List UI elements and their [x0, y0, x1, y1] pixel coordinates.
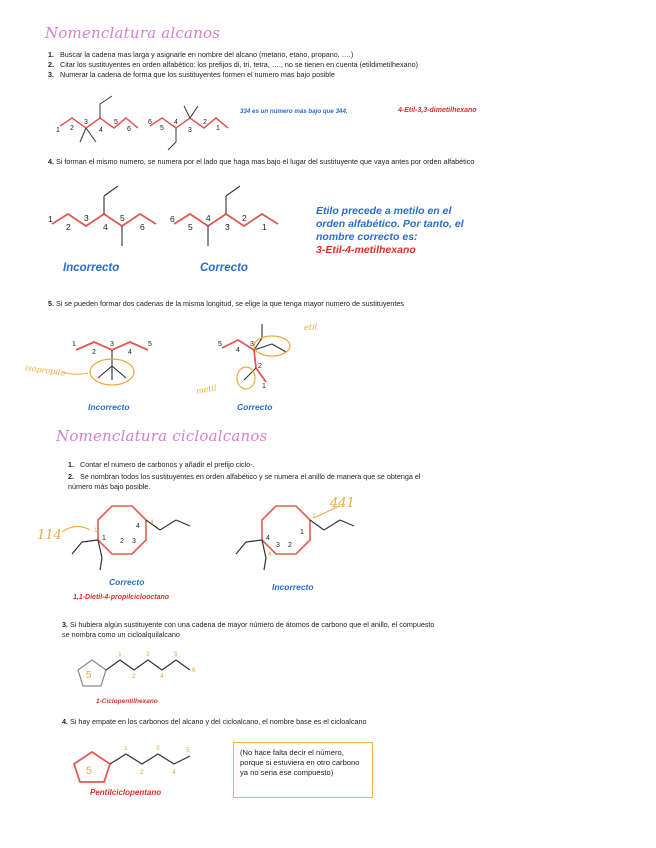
rule-number: 1. [68, 460, 74, 469]
svg-text:3: 3 [84, 213, 89, 223]
rule3-compound-name: 4-Etil-3,3-dimetilhexano [398, 107, 477, 114]
highlight-etil [254, 336, 290, 356]
rule-text: Se nombran todos los sustituyentes en orden alfabético y se numera el anillo de manera que se obtenga el número más bajo posible. [68, 472, 421, 491]
molecule-rule3-right-numbers [148, 119, 220, 134]
svg-text:1: 1 [262, 222, 267, 232]
handwritten-etil: etil [304, 323, 318, 332]
rule5-correct-label: Correcto [237, 402, 273, 412]
svg-text:6: 6 [192, 667, 196, 674]
rule4-incorrect-label: Incorrecto [63, 262, 120, 274]
svg-text:1: 1 [216, 125, 220, 132]
svg-text:2: 2 [140, 769, 144, 776]
molecule-rule4-correct-numbers [170, 213, 267, 232]
svg-text:5: 5 [148, 341, 152, 348]
svg-text:3: 3 [250, 341, 254, 348]
ring-label: 5 [86, 765, 93, 777]
svg-text:5: 5 [174, 651, 178, 658]
rule-text: Numerar la cadena de forma que los sustituyentes formen el numero mas bajo posible [60, 70, 335, 79]
cicloalcanos-title: Nomenclatura cicloalcanos [56, 427, 268, 445]
svg-text:1: 1 [312, 513, 316, 520]
rule-number: 4. [62, 717, 68, 726]
svg-text:2: 2 [288, 542, 292, 549]
rule4-compound-name: 3-Etil-4-metilhexano [316, 244, 416, 256]
svg-text:1: 1 [72, 341, 76, 348]
svg-text:3: 3 [276, 542, 280, 549]
ciclo-rule3-name: 1-Ciclopentilhexano [96, 698, 158, 705]
svg-text:4: 4 [160, 673, 164, 680]
svg-text:2: 2 [203, 119, 207, 126]
alcanos-title: Nomenclatura alcanos [45, 24, 221, 42]
svg-text:6: 6 [170, 214, 175, 224]
svg-text:6: 6 [148, 119, 152, 126]
handwritten-metil: metil [195, 383, 218, 396]
rule-text: Si forman el mismo numero, se numera por el lado que haga mas bajo el lugar del sustituyente que vaya antes por orden alfabético [56, 157, 475, 166]
molecule-rule4-incorrect [52, 186, 156, 246]
rule-number: 5. [48, 299, 54, 308]
rule-number: 3. [48, 70, 54, 79]
svg-text:2: 2 [92, 349, 96, 356]
ciclo-incorrect-label: Incorrecto [272, 582, 314, 592]
svg-text:3: 3 [132, 538, 136, 545]
svg-text:5: 5 [188, 222, 193, 232]
handwritten-isopropilo: isopropilo [24, 363, 66, 378]
molecule-rule4-incorrect-numbers [48, 213, 145, 232]
rule-number: 4. [48, 157, 54, 166]
ciclo-correct-label: Correcto [109, 577, 145, 587]
rule-text: Si hubiera algún sustituyente con una cadena de mayor número de átomos de carbono que el anillo, el compuesto se nombra como un cicloalquilalcano [62, 620, 435, 639]
arrow-isopropilo [62, 372, 88, 374]
svg-text:2: 2 [70, 125, 74, 132]
svg-text:2: 2 [132, 673, 136, 680]
svg-text:1: 1 [300, 529, 304, 536]
svg-text:1: 1 [124, 745, 128, 752]
svg-text:1: 1 [94, 527, 98, 534]
svg-text:6: 6 [127, 126, 131, 133]
svg-text:4: 4 [206, 213, 211, 223]
rule4-correct-label: Correcto [200, 262, 248, 274]
svg-text:3: 3 [156, 745, 160, 752]
svg-text:4: 4 [99, 127, 103, 134]
svg-text:1: 1 [118, 651, 122, 658]
svg-text:4: 4 [174, 119, 178, 126]
svg-text:1: 1 [56, 127, 60, 134]
svg-text:4: 4 [236, 347, 240, 354]
rule-text: Contar el numero de carbonos y añadir el prefijo ciclo-. [80, 460, 255, 469]
svg-text:1: 1 [48, 214, 53, 224]
rule-text: Si hay empate en los carbonos del alcano y del cicloalcano, el nombre base es el cicloalcano [70, 717, 367, 726]
svg-text:4: 4 [136, 523, 140, 530]
ciclo-note-text: (No hace falta decir el número, porque si estuviera en otro carbono ya no seria ese compuesto) [240, 748, 360, 777]
arrow-114 [62, 526, 90, 532]
svg-text:5: 5 [218, 341, 222, 348]
svg-text:2: 2 [242, 213, 247, 223]
handwritten-114: 114 [37, 528, 62, 543]
svg-text:3: 3 [146, 651, 150, 658]
rule-text: Si se pueden formar dos cadenas de la misma longitud, se elige la que tenga mayor numero de sustituyentes [56, 299, 404, 308]
molecule-ciclo-incorrect [236, 506, 354, 570]
svg-text:2: 2 [66, 222, 71, 232]
ciclo-correct-name: 1,1-Dietil-4-propilciclooctano [73, 594, 170, 601]
svg-text:5: 5 [120, 213, 125, 223]
rule-number: 2. [68, 472, 74, 481]
svg-text:2: 2 [258, 363, 262, 370]
svg-text:4: 4 [172, 769, 176, 776]
svg-text:5: 5 [114, 119, 118, 126]
molecule-rule4-correct [174, 186, 278, 246]
rule-number: 3. [62, 620, 68, 629]
svg-text:4: 4 [103, 222, 108, 232]
svg-text:5: 5 [186, 747, 190, 754]
rule-text: Buscar la cadena mas larga y asignarle en nombre del alcano (metano, etano, propano, ….) [60, 50, 354, 59]
rule5-incorrect-label: Incorrecto [88, 402, 130, 412]
rule-number: 1. [48, 50, 54, 59]
svg-text:2: 2 [120, 538, 124, 545]
molecule-ciclo-correct [72, 506, 190, 570]
svg-text:4: 4 [268, 551, 272, 558]
handwritten-441: 441 [330, 496, 355, 511]
rule-text: Citar los sustituyentes en orden alfabético: los prefijos di, tri, tetra, …., no se tienen en cuenta (etildimetilhexano) [60, 60, 418, 69]
svg-text:3: 3 [84, 119, 88, 126]
ring-label: 5 [86, 670, 92, 681]
svg-text:6: 6 [140, 222, 145, 232]
svg-text:1: 1 [102, 535, 106, 542]
rule3-note: 334 es un número más bajo que 344. [240, 108, 348, 115]
svg-text:3: 3 [110, 341, 114, 348]
svg-text:5: 5 [160, 125, 164, 132]
svg-text:3: 3 [188, 127, 192, 134]
svg-text:4: 4 [128, 349, 132, 356]
ciclo-rule4-name: Pentilciclopentano [90, 788, 162, 797]
molecule-rule3-left [60, 96, 138, 142]
svg-text:4: 4 [150, 519, 154, 526]
svg-text:3: 3 [225, 222, 230, 232]
svg-text:1: 1 [262, 383, 266, 390]
rule-number: 2. [48, 60, 54, 69]
arrow-441 [314, 506, 340, 518]
svg-text:4: 4 [266, 535, 270, 542]
rule4-note: Etilo precede a metilo en el orden alfabético. Por tanto, el nombre correcto es: [316, 205, 464, 243]
